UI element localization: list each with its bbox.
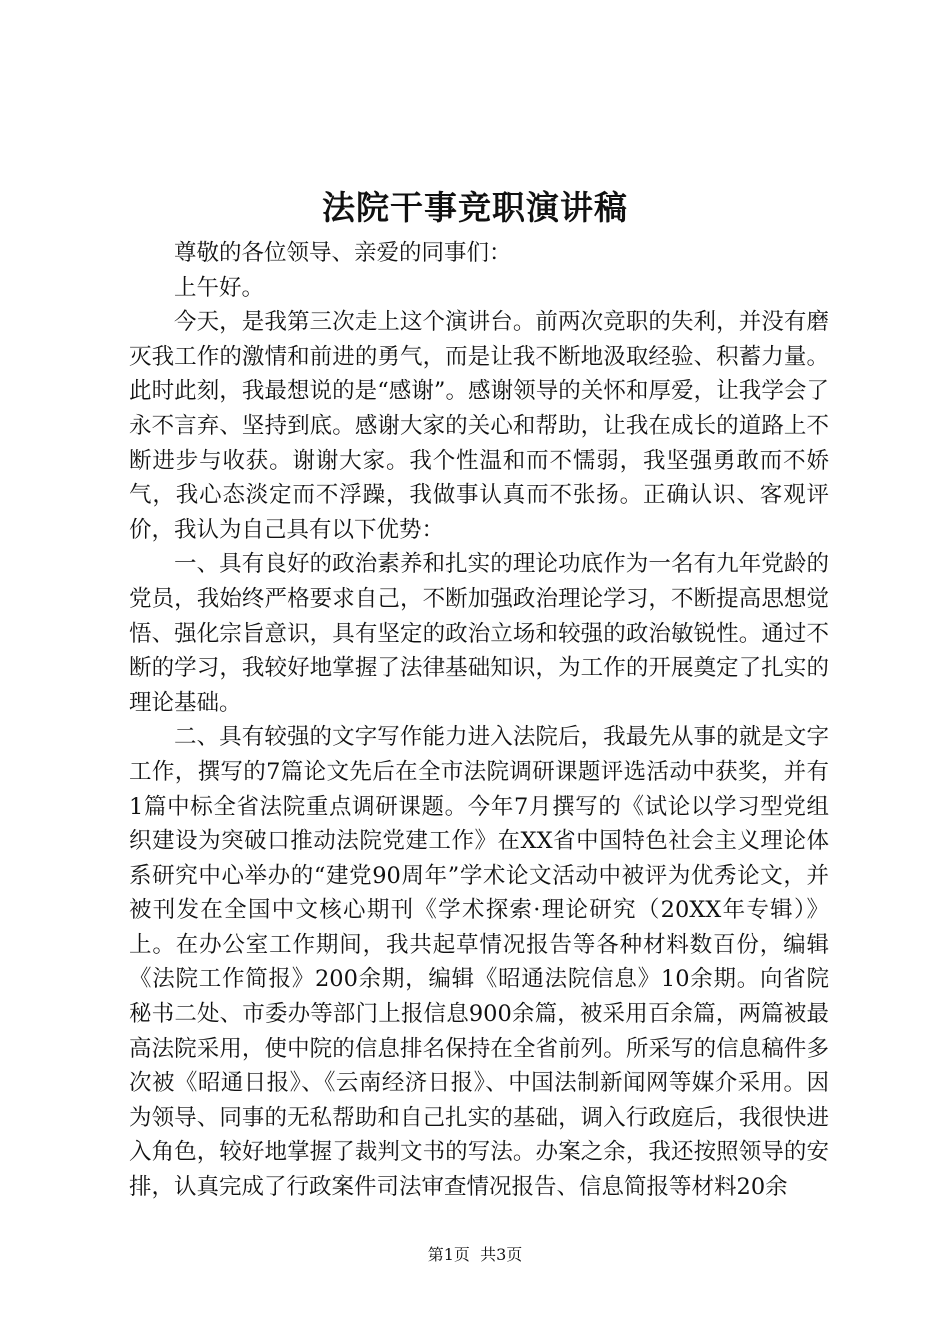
page-footer [0,1243,950,1267]
page-total: 共3页 [480,1245,523,1264]
page-number: 第1页 [427,1245,470,1264]
paragraph-point-one: 一、具有良好的政治素养和扎实的理论功底作为一名有九年党龄的党员，我始终严格要求自己，不断加强政治理论学习，不断提高思想觉悟、强化宗旨意识，具有坚定的政治立场和较强的政治敏锐性。通过不断的学习，我较好地掌握了法律基础知识，为工作的开展奠定了扎实的理论基础。 [129,551,829,716]
document-body [129,236,829,1205]
greeting: 上午好。 [174,274,265,301]
paragraph-point-two: 二、具有较强的文字写作能力进入法院后，我最先从事的就是文字工作，撰写的7篇论文先后在全市法院调研课题评选活动中获奖，并有1篇中标全省法院重点调研课题。今年7月撰写的《试论以学习型党组织建设为突破口推动法院党建工作》在XX省中国特色社会主义理论体系研究中心举办的“建党90周年”学术论文活动中被评为优秀论文，并被刊发在全国中文核心期刊《学术探索·理论研究（20XX年专辑）》上。在办公室工作期间，我共起草情况报告等各种材料数百份，编辑《法院工作简报》200余期，编辑《昭通法院信息》10余期。向省院秘书二处、市委办等部门上报信息900余篇，被采用百余篇，两篇被最高法院采用，使中院的信息排名保持在全省前列。所采写的信息稿件多次被《昭通日报》、《云南经济日报》、中国法制新闻网等媒介采用。因为领导、同事的无私帮助和自己扎实的基础，调入行政庭后，我很快进入角色，较好地掌握了裁判文书的写法。办案之余，我还按照领导的安排，认真完成了行政案件司法审查情况报告、信息简报等材料20余 [129,724,829,1201]
document-title: 法院干事竞职演讲稿 [322,188,628,227]
salutation: 尊敬的各位领导、亲爱的同事们： [174,240,512,266]
paragraph-intro: 今天，是我第三次走上这个演讲台。前两次竞职的失利，并没有磨灭我工作的激情和前进的勇气，而是让我不断地汲取经验、积蓄力量。此时此刻，我最想说的是“感谢”。感谢领导的关怀和厚爱，让我学会了永不言弃、坚持到底。感谢大家的关心和帮助，让我在成长的道路上不断进步与收获。谢谢大家。我个性温和而不懦弱，我坚强勇敢而不娇气，我心态淡定而不浮躁，我做事认真而不张扬。正确认识、客观评价，我认为自己具有以下优势： [129,309,829,543]
